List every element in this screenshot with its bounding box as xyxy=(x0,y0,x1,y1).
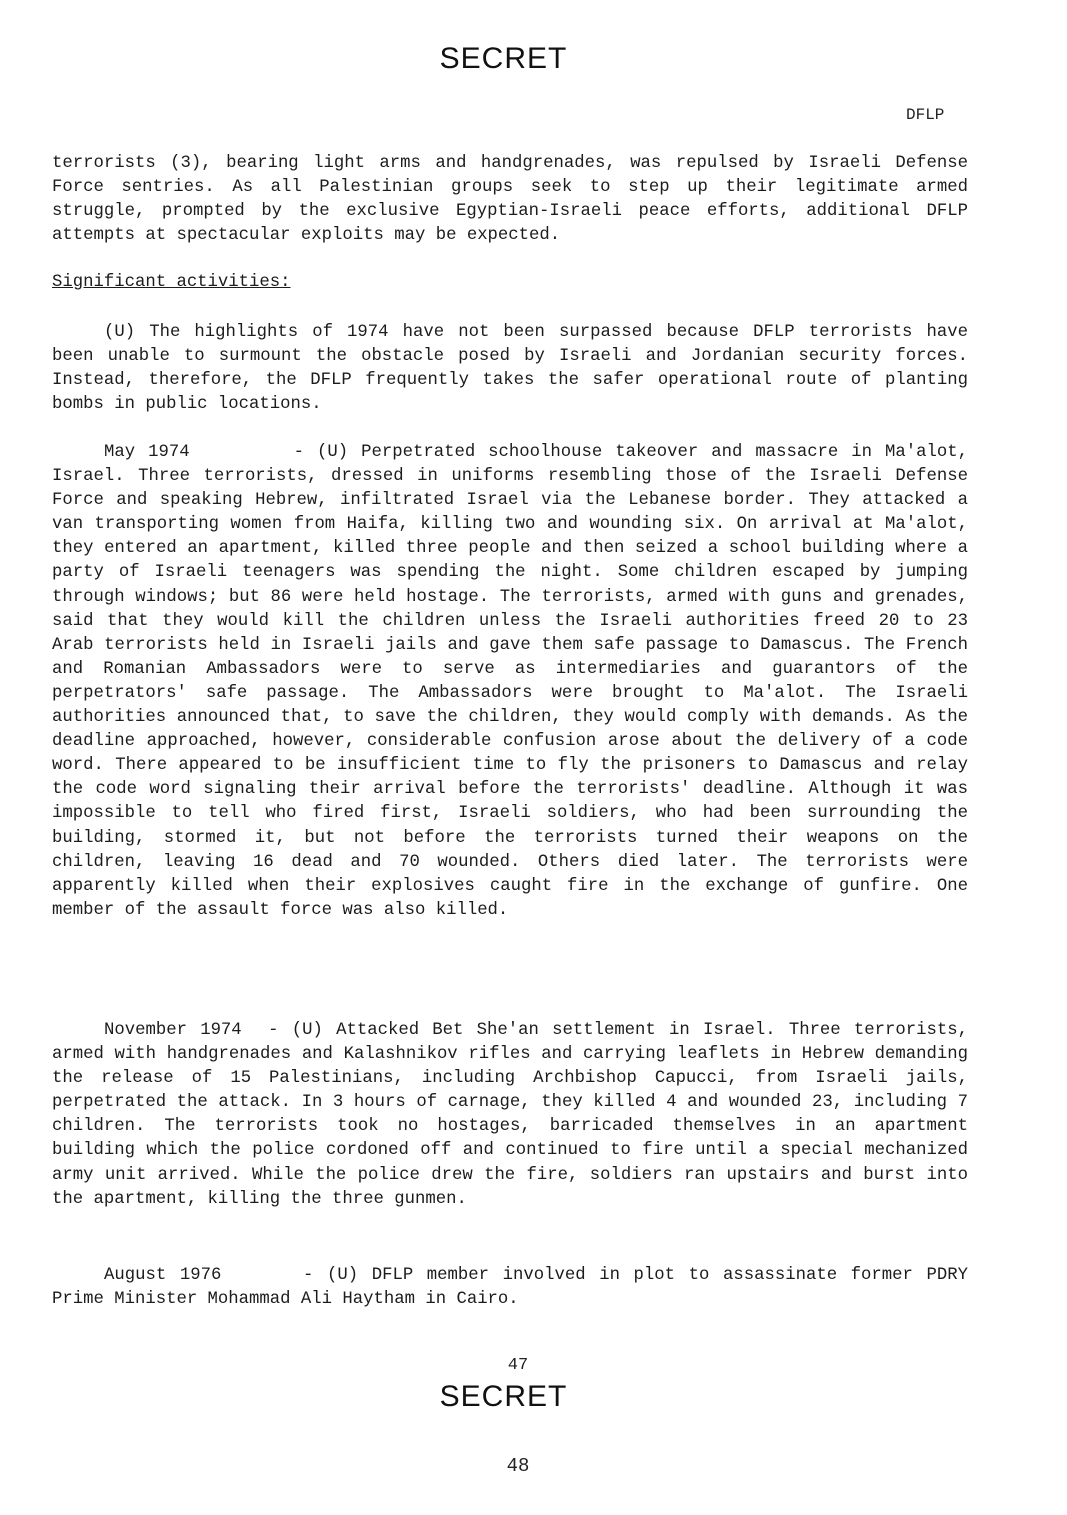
entry-paragraph xyxy=(52,1019,968,1212)
entry-paragraph xyxy=(52,441,968,923)
entry-date: May 1974 xyxy=(104,443,190,462)
classification-marking-bottom: SECRET xyxy=(439,1380,568,1413)
entry-date: November 1974 xyxy=(104,1021,242,1040)
section-code: DFLP xyxy=(906,106,945,124)
page-number-inner: 47 xyxy=(507,1356,529,1375)
entry-text: - (U) DFLP member involved in plot to assassinate former PDRY Prime Minister Mohammad Ali Haytham in Cairo. xyxy=(52,1266,968,1310)
entry-date: August 1976 xyxy=(104,1266,222,1285)
highlights-paragraph: (U) The highlights of 1974 have not been surpassed because DFLP terrorists have been unable to surmount the obstacle posed by Israeli and Jordanian security forces. Instead, therefore, the DFLP frequently takes the safer operational route of planting bombs in public locations. xyxy=(52,323,968,415)
section-heading: Significant activities: xyxy=(52,273,291,292)
entry-text: - (U) Perpetrated schoolhouse takeover and massacre in Ma'alot, Israel. Three terrorists, dressed in uniforms resembling those of the Israeli Defense Force and speaking Hebrew, infiltrated Israel via the Lebanese border. They attacked a van transporting women from Haifa, killing two and wounding six. On arrival at Ma'alot, they entered an apartment, killed three people and then seized a school building where a party of Israeli teenagers was spending the night. Some children escaped by jumping through windows; but 86 were held hostage. The terrorists, armed with guns and grenades, said that they would kill the children unless the Israeli authorities freed 20 to 23 Arab terrorists held in Israeli jails and gave them safe passage to Damascus. The French and Romanian Ambassadors were to serve as intermediaries and guarantors of the perpetrators' safe passage. The Ambassadors were brought to Ma'alot. The Israeli authorities announced that, to save the children, they would comply with demands. As the deadline approached, however, considerable confusion arose about the delivery of a code word. There appeared to be insufficient time to fly the prisoners to Damascus and relay the code word signaling their arrival before the terrorists' deadline. Although it was impossible to tell who fired first, Israeli soldiers, who had been surrounding the building, stormed it, but not before the terrorists turned their weapons on the children, leaving 16 dead and 70 wounded. Others died later. The terrorists were apparently killed when their explosives caught fire in the exchange of gunfire. One member of the assault force was also killed. xyxy=(52,443,969,920)
entry-paragraph xyxy=(52,1264,968,1312)
intro-paragraph: terrorists (3), bearing light arms and handgrenades, was repulsed by Israeli Defense Force sentries. As all Palestinian groups seek to step up their legitimate armed struggle, prompted by the exclusive Egyptian-Israeli peace efforts, additional DFLP attempts at spectacular exploits may be expected. xyxy=(52,154,968,246)
entry-text: - (U) Attacked Bet She'an settlement in Israel. Three terrorists, armed with handgrenades and Kalashnikov rifles and carrying leaflets in Hebrew demanding the release of 15 Palestinians, including Archbishop Capucci, from Israeli jails, perpetrated the attack. In 3 hours of carnage, they killed 4 and wounded 23, including 7 children. The terrorists took no hostages, barricaded themselves in an apartment building which the police cordoned off and continued to fire until a special mechanized army unit arrived. While the police drew the fire, soldiers ran upstairs and burst into the apartment, killing the three gunmen. xyxy=(52,1021,968,1209)
page-number-outer: 48 xyxy=(506,1455,530,1477)
classification-marking-top: SECRET xyxy=(439,42,568,75)
